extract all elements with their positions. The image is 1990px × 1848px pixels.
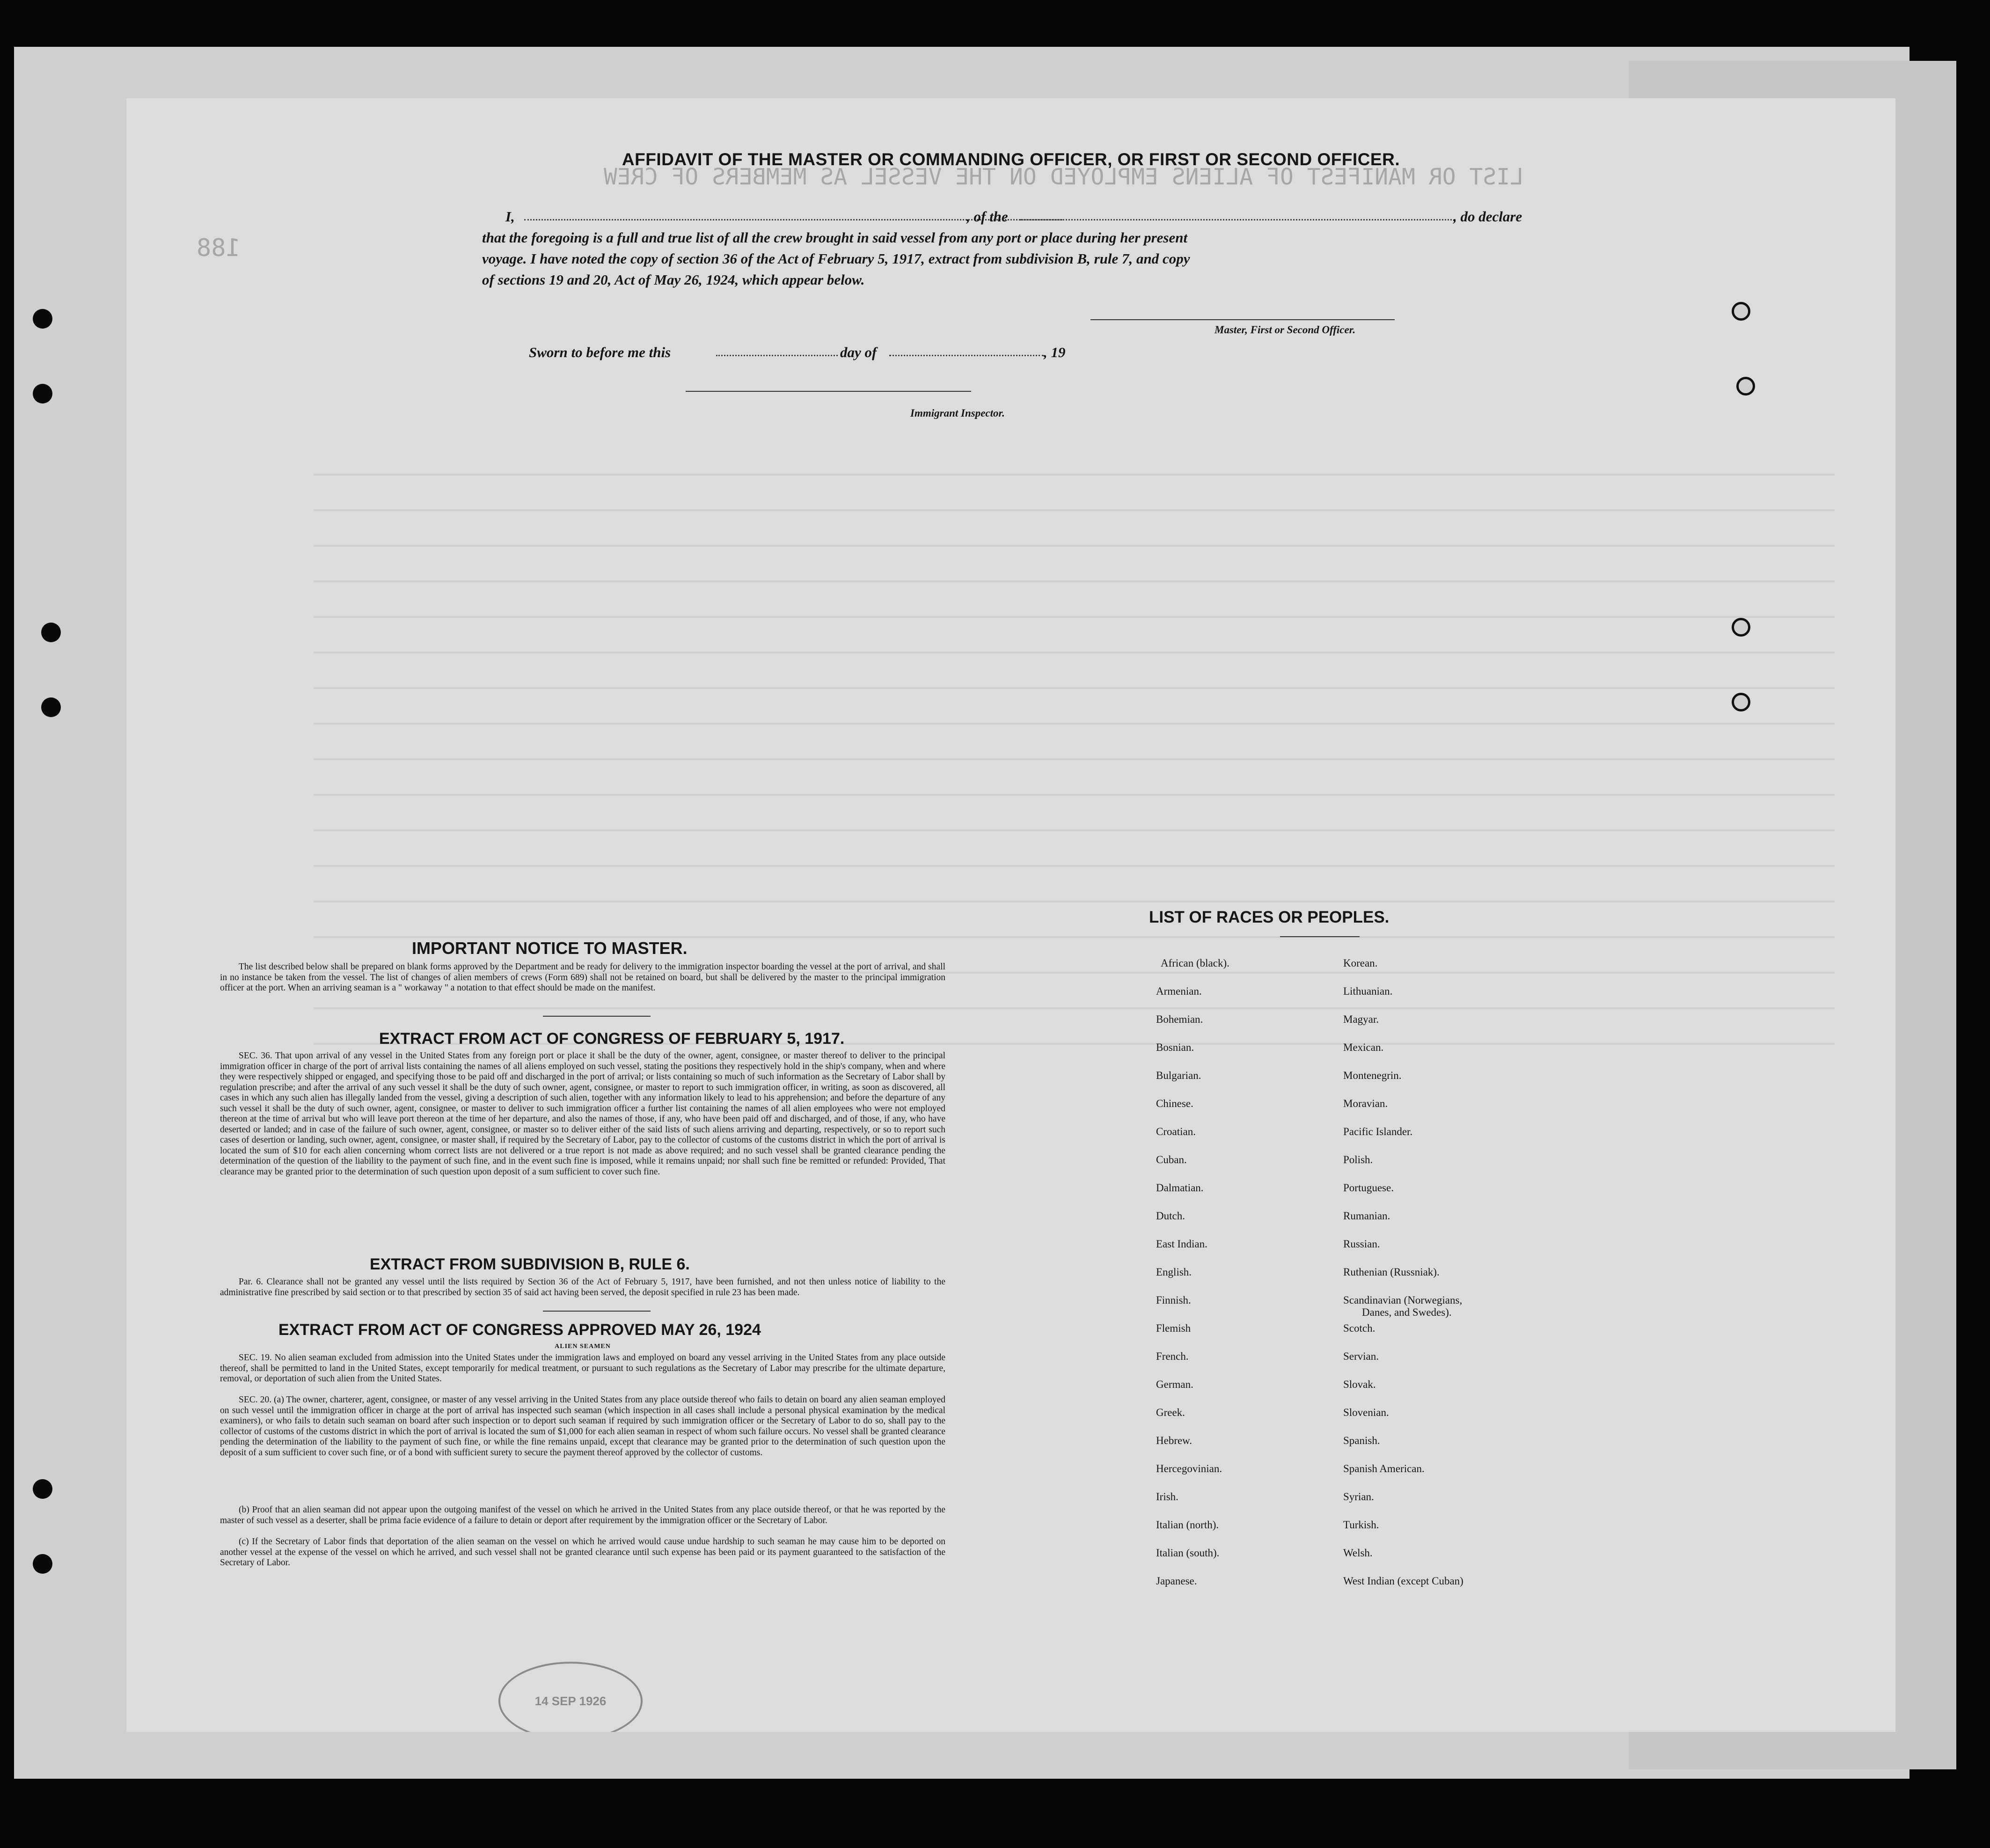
race-item: Turkish. bbox=[1343, 1519, 1379, 1531]
affidavit-i-label: I, bbox=[505, 208, 515, 225]
race-item: Italian (north). bbox=[1156, 1519, 1219, 1531]
binder-ring bbox=[1736, 377, 1755, 396]
race-item: Russian. bbox=[1343, 1238, 1380, 1250]
race-item: Slovak. bbox=[1343, 1379, 1376, 1390]
extract-1924-sec20a: SEC. 20. (a) The owner, charterer, agent, consignee, or master of any vessel arriving in the United States from any place outside thereof who fails to detain on board any alien seaman employed on such vessel until the immigration officer in charge at the port of arrival has inspected such seaman (which inspection in all cases shall include a personal physical examination by the medical examiners), or who fails to detain such seaman on board after such inspection or to deport such seaman if required by such immigration officer or the Secretary of Labor to do so, shall pay to the collector of customs of the customs district in which the port of arrival is located the sum of $1,000 for each alien seaman in respect of whom such failure occurs. No vessel shall be granted clearance pending the determination of the liability to the payment of such fine, or while the fine remains unpaid, except that clearance may be granted prior to the determination of such question upon the deposit of a sum sufficient to cover such fine, or of a bond with sufficient surety to secure the payment thereof approved by the collector of customs. bbox=[220, 1395, 945, 1458]
extract-1924-sec19: SEC. 19. No alien seaman excluded from admission into the United States under the immigration laws and employed on board any vessel arriving in the United States from any place outside thereof, shall be permitted to land in the United States, except temporarily for medical treatment, or pursuant to such regulations as the Secretary of Labor may prescribe for the ultimate departure, removal, or deportation of such alien from the United States. bbox=[220, 1353, 945, 1384]
race-item: East Indian. bbox=[1156, 1238, 1207, 1250]
race-item: Korean. bbox=[1343, 957, 1378, 969]
race-item: French. bbox=[1156, 1350, 1189, 1362]
race-item: Bulgarian. bbox=[1156, 1070, 1201, 1081]
extract-1924-sec20c: (c) If the Secretary of Labor finds that deportation of the alien seaman on the vessel on which he arrived would cause undue hardship to such seaman he may cause him to be deported on another vessel at the expense of the vessel on which he arrived, and such vessel shall not be granted clearance until such expense has been paid or its payment guaranteed to the satisfaction of the Secretary of Labor. bbox=[220, 1537, 945, 1568]
day-of-label: day of bbox=[840, 344, 877, 360]
race-item: Syrian. bbox=[1343, 1491, 1374, 1503]
divider bbox=[543, 1016, 651, 1017]
extract-rule6-title: EXTRACT FROM SUBDIVISION B, RULE 6. bbox=[370, 1255, 690, 1273]
race-item: Spanish American. bbox=[1343, 1463, 1425, 1474]
sworn-month-line bbox=[889, 355, 1044, 356]
binder-hole bbox=[33, 309, 52, 329]
race-item: Hercegovinian. bbox=[1156, 1463, 1222, 1474]
vessel-field-line bbox=[1020, 219, 1456, 220]
notice-text: The list described below shall be prepared on blank forms approved by the Department and be ready for delivery to the immigration inspector boarding the vessel at the port of arrival, and shall in no instance be taken from the vessel. The list of changes of alien members of crews (Form 689) shall not be retained on board, but shall be delivered by the master to the principal immigration officer at the port. When an arriving seaman is a " workaway " a notation to that effect should be made on the manifest. bbox=[220, 962, 945, 993]
extract-1924-title: EXTRACT FROM ACT OF CONGRESS APPROVED MAY 26, 1924 bbox=[278, 1321, 761, 1339]
race-item: Greek. bbox=[1156, 1407, 1185, 1418]
race-item: Moravian. bbox=[1343, 1098, 1388, 1109]
affidavit-text-line-2: that the foregoing is a full and true list of all the crew brought in said vessel from any port or place during her present bbox=[482, 229, 1188, 246]
races-title: LIST OF RACES OR PEOPLES. bbox=[1149, 908, 1390, 926]
divider bbox=[1280, 936, 1360, 937]
race-item: Armenian. bbox=[1156, 985, 1202, 997]
race-item: Irish. bbox=[1156, 1491, 1178, 1503]
sworn-day-line bbox=[716, 355, 838, 356]
race-item: English. bbox=[1156, 1266, 1192, 1278]
race-item: Chinese. bbox=[1156, 1098, 1193, 1109]
bleed-through-number: 188 bbox=[197, 234, 241, 262]
inspector-signature-line bbox=[686, 391, 971, 392]
officer-signature-line bbox=[1090, 319, 1395, 320]
race-item: African (black). bbox=[1161, 957, 1229, 969]
binder-hole bbox=[41, 697, 61, 717]
race-item: Dutch. bbox=[1156, 1210, 1185, 1222]
binder-hole bbox=[41, 623, 61, 642]
officer-caption: Master, First or Second Officer. bbox=[1214, 324, 1356, 336]
race-item: Cuban. bbox=[1156, 1154, 1187, 1166]
race-item: Mexican. bbox=[1343, 1041, 1384, 1053]
binder-hole bbox=[33, 384, 52, 403]
race-item: Italian (south). bbox=[1156, 1547, 1220, 1559]
notice-title: IMPORTANT NOTICE TO MASTER. bbox=[412, 939, 688, 958]
race-item: Montenegrin. bbox=[1343, 1070, 1402, 1081]
inspector-caption: Immigrant Inspector. bbox=[910, 407, 1005, 419]
race-item: Bosnian. bbox=[1156, 1041, 1194, 1053]
race-item: Scandinavian (Norwegians, bbox=[1343, 1294, 1463, 1306]
race-item: Scotch. bbox=[1343, 1322, 1375, 1334]
race-item: Flemish bbox=[1156, 1322, 1191, 1334]
affidavit-sheet bbox=[126, 98, 1895, 1732]
affidavit-declare-label: , do declare bbox=[1453, 208, 1522, 225]
race-item: Croatian. bbox=[1156, 1126, 1196, 1137]
race-item: Welsh. bbox=[1343, 1547, 1373, 1559]
race-item: Magyar. bbox=[1343, 1013, 1379, 1025]
race-item: Portuguese. bbox=[1343, 1182, 1394, 1194]
extract-1917-title: EXTRACT FROM ACT OF CONGRESS OF FEBRUARY 5, 1917. bbox=[379, 1030, 845, 1048]
binder-ring bbox=[1732, 302, 1750, 321]
race-item: Servian. bbox=[1343, 1350, 1379, 1362]
race-item: Hebrew. bbox=[1156, 1435, 1193, 1446]
race-item: Dalmatian. bbox=[1156, 1182, 1204, 1194]
year-label: , 19 bbox=[1044, 344, 1066, 360]
extract-1924-sec20b: (b) Proof that an alien seaman did not appear upon the outgoing manifest of the vessel on which he arrived in the United States from any place outside thereof, or that he was reported by the master of such vessel as a deserter, shall be prima facie evidence of a failure to detain or deport after requirement by the immigration officer or the Secretary of Labor. bbox=[220, 1505, 945, 1525]
extract-1917-text: SEC. 36. That upon arrival of any vessel in the United States from any foreign port or place it shall be the duty of the owner, agent, consignee, or master thereof to deliver to the principal immigration officer in charge of the port of arrival lists containing the names of all aliens employed on such vessel, stating the positions they respectively hold in the ship's company, when and where they were respectively shipped or engaged, and specifying those to be paid off and discharged in the port of arrival; or lists containing so much of such information as the Secretary of Labor shall by regulation prescribe; and after the arrival of any such vessel it shall be the duty of such owner, agent, consignee, or master to report to such immigration officer, in writing, as soon as discovered, all cases in which any such alien has illegally landed from the vessel, giving a description of such alien, together with any information likely to lead to his apprehension; and before the departure of any such vessel it shall be the duty of such owner, agent, consignee, or master to deliver to such immigration officer a further list containing the names of all alien employees who were not employed thereon at the time of arrival but who will leave port thereon at the time of her departure, and also the names of those, if any, who have been paid off and discharged, and of those, if any, who have deserted or landed; and in case of the failure of such owner, agent, consignee, or master so to deliver either of the said lists of such aliens arriving and departing, respectively, or so to report such cases of desertion or landing, such owner, agent, consignee, or master shall, if required by the Secretary of Labor, pay to the collector of customs of the customs district in which the port of arrival is located the sum of $10 for each alien concerning whom correct lists are not delivered or a true report is not made as above required; and no such vessel shall be granted clearance pending the determination of the question of the liability to the payment of such fine, and in the event such fine is imposed, while it remains unpaid; nor shall such fine be remitted or refunded: Provided, That clearance may be granted prior to the determination of such question upon deposit of a sum sufficient to cover such fine. bbox=[220, 1051, 945, 1177]
binder-ring bbox=[1732, 693, 1750, 711]
race-item: Spanish. bbox=[1343, 1435, 1380, 1446]
race-item: Polish. bbox=[1343, 1154, 1373, 1166]
binder-hole bbox=[33, 1479, 52, 1499]
binder-ring bbox=[1732, 618, 1750, 637]
race-item: Rumanian. bbox=[1343, 1210, 1390, 1222]
affidavit-title: AFFIDAVIT OF THE MASTER OR COMMANDING OFFICER, OR FIRST OR SECOND OFFICER. bbox=[622, 150, 1400, 169]
date-stamp: 14 SEP 1926 bbox=[498, 1662, 643, 1732]
bleed-through-heading: LIST OR MANIFEST OF ALIENS EMPLOYED ON THE VESSEL AS MEMBERS OF CREW bbox=[604, 164, 1524, 190]
extract-1924-subtitle: ALIEN SEAMEN bbox=[555, 1343, 611, 1350]
race-item: Finnish. bbox=[1156, 1294, 1191, 1306]
race-item: Japanese. bbox=[1156, 1575, 1197, 1587]
race-item: Slovenian. bbox=[1343, 1407, 1389, 1418]
race-item-continuation: Danes, and Swedes). bbox=[1362, 1306, 1452, 1318]
race-item: German. bbox=[1156, 1379, 1193, 1390]
race-item: Ruthenian (Russniak). bbox=[1343, 1266, 1440, 1278]
affidavit-text-line-4: of sections 19 and 20, Act of May 26, 1924, which appear below. bbox=[482, 271, 865, 288]
race-item: Lithuanian. bbox=[1343, 985, 1393, 997]
race-item: Bohemian. bbox=[1156, 1013, 1203, 1025]
race-item: West Indian (except Cuban) bbox=[1343, 1575, 1463, 1587]
race-item: Pacific Islander. bbox=[1343, 1126, 1413, 1137]
divider bbox=[543, 1311, 651, 1312]
sworn-label: Sworn to before me this bbox=[529, 344, 671, 360]
affidavit-of-the-label: , of the bbox=[966, 208, 1008, 225]
extract-rule6-text: Par. 6. Clearance shall not be granted any vessel until the lists required by Section 36 of the Act of February 5, 1917, have been furnished, and not then unless notice of liability to the administrative fine prescribed by said section or to that prescribed by section 35 of said act having been served, the deposit specified in rule 23 has been made. bbox=[220, 1277, 945, 1298]
binder-hole bbox=[33, 1554, 52, 1574]
affidavit-text-line-3: voyage. I have noted the copy of section 36 of the Act of February 5, 1917, extract from subdivision B, rule 7, and copy bbox=[482, 250, 1190, 267]
